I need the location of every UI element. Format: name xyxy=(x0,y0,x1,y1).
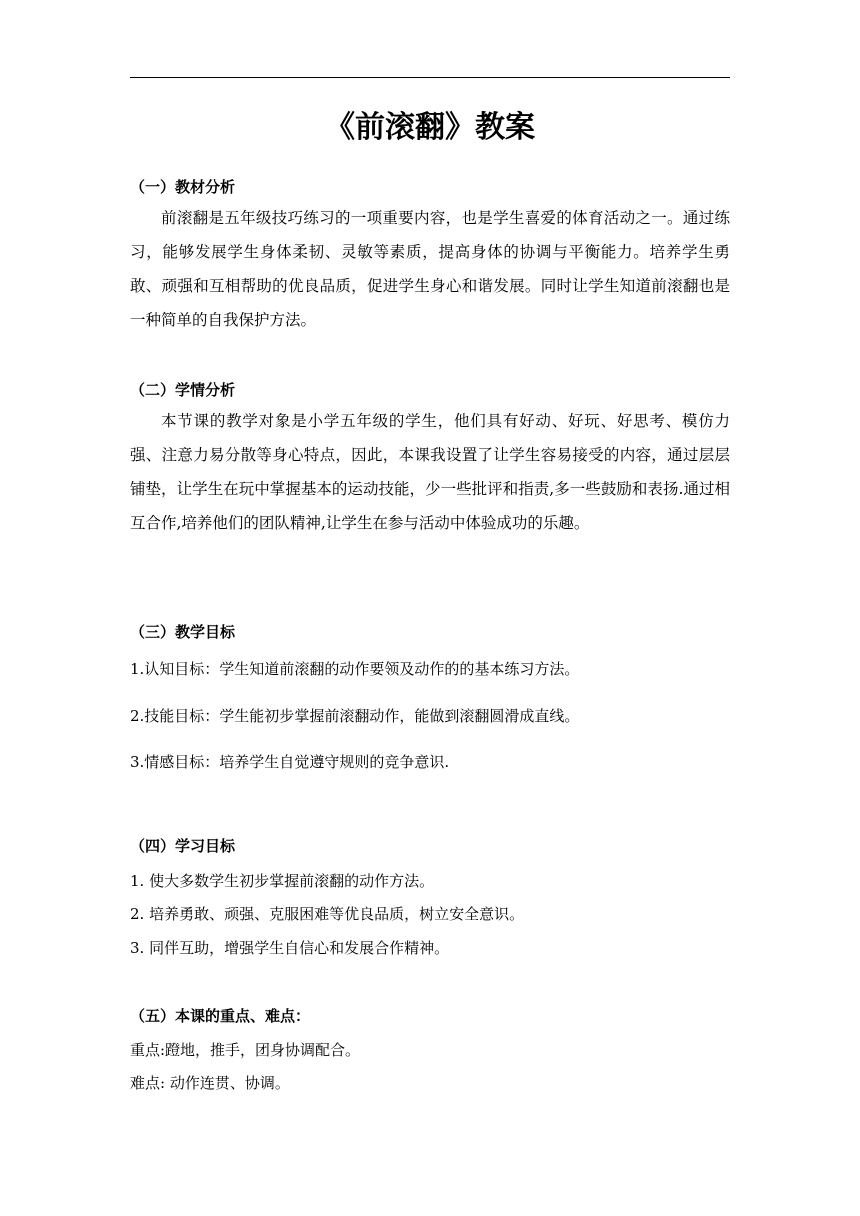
section-heading-learning-goals: （四）学习目标 xyxy=(130,837,236,855)
list-item: 1.认知目标：学生知道前滚翻的动作要领及动作的的基本练习方法。 xyxy=(130,660,580,678)
section-heading-learners: （二）学情分析 xyxy=(130,381,236,399)
list-item: 重点:蹬地，推手，团身协调配合。 xyxy=(130,1041,361,1059)
section-paragraph-materials: 前滚翻是五年级技巧练习的一项重要内容，也是学生喜爱的体育活动之一。通过练习，能够发展学生身体柔韧、灵敏等素质，提高身体的协调与平衡能力。培养学生勇敢、顽强和互相帮助的优良品质，促进学生身心和谐发展。同时让学生知道前滚翻也是一种简单的自我保护方法。 xyxy=(130,209,730,329)
section-paragraph-learners: 本节课的教学对象是小学五年级的学生，他们具有好动、好玩、好思考、模仿力强、注意力易分散等身心特点，因此，本课我设置了让学生容易接受的内容，通过层层铺垫，让学生在玩中掌握基本的运动技能，少一些批评和指责,多一些鼓励和表扬.通过相互合作,培养他们的团队精神,让学生在参与活动中体验成功的乐趣。 xyxy=(130,412,730,532)
list-item: 难点: 动作连贯、协调。 xyxy=(130,1074,290,1092)
list-item: 3.情感目标：培养学生自觉遵守规则的竞争意识. xyxy=(130,753,450,771)
header-rule xyxy=(130,77,730,78)
list-item: 2. 培养勇敢、顽强、克服困难等优良品质，树立安全意识。 xyxy=(130,905,525,923)
document-title: 《前滚翻》教案 xyxy=(325,110,535,145)
list-item: 2.技能目标：学生能初步掌握前滚翻动作，能做到滚翻圆滑成直线。 xyxy=(130,707,580,725)
list-item: 1. 使大多数学生初步掌握前滚翻的动作方法。 xyxy=(130,872,435,890)
section-heading-key-points: （五）本课的重点、难点： xyxy=(130,1007,311,1025)
section-heading-teaching-goals: （三）教学目标 xyxy=(130,623,236,641)
list-item: 3. 同伴互助，增强学生自信心和发展合作精神。 xyxy=(130,939,450,957)
section-heading-materials: （一）教材分析 xyxy=(130,178,236,196)
